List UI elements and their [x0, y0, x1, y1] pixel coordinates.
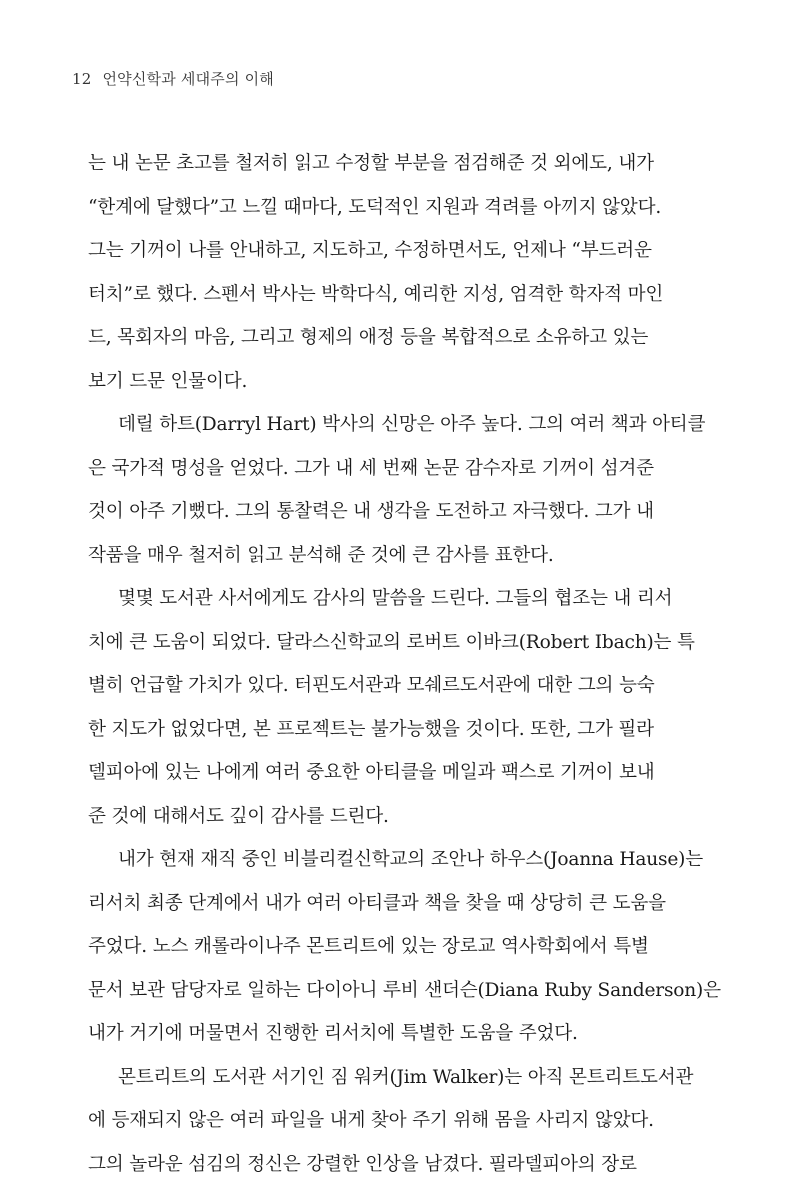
text-line: 준 것에 대해서도 깊이 감사를 드린다.: [88, 795, 728, 839]
text-line: 내가 거기에 머물면서 진행한 리서치에 특별한 도움을 주었다.: [88, 1012, 728, 1056]
text-line: 드, 목회자의 마음, 그리고 형제의 애정 등을 복합적으로 소유하고 있는: [88, 316, 728, 360]
text-line: 주었다. 노스 캐롤라이나주 몬트리트에 있는 장로교 역사학회에서 특별: [88, 925, 728, 969]
text-line: 그의 놀라운 섬김의 정신은 강렬한 인상을 남겼다. 필라델피아의 장로: [88, 1143, 728, 1186]
text-line: 문서 보관 담당자로 일하는 다이아니 루비 샌더슨(Diana Ruby Sanderson)은: [88, 969, 728, 1013]
text-line: 은 국가적 명성을 얻었다. 그가 내 세 번째 논문 감수자로 기꺼이 섬겨준: [88, 447, 728, 491]
body-text: [88, 142, 728, 1186]
text-line: 데릴 하트(Darryl Hart) 박사의 신망은 아주 높다. 그의 여러 책과 아티클: [88, 403, 728, 447]
text-line: 작품을 매우 철저히 읽고 분석해 준 것에 큰 감사를 표한다.: [88, 534, 728, 578]
text-line: 한 지도가 없었다면, 본 프로젝트는 불가능했을 것이다. 또한, 그가 필라: [88, 708, 728, 752]
text-line: 별히 언급할 가치가 있다. 터핀도서관과 모쉐르도서관에 대한 그의 능숙: [88, 664, 728, 708]
text-line: 터치”로 했다. 스펜서 박사는 박학다식, 예리한 지성, 엄격한 학자적 마인: [88, 273, 728, 317]
text-line: 에 등재되지 않은 여러 파일을 내게 찾아 주기 위해 몸을 사리지 않았다.: [88, 1099, 728, 1143]
text-line: 내가 현재 재직 중인 비블리컬신학교의 조안나 하우스(Joanna Hause)는: [88, 838, 728, 882]
text-line: 몇몇 도서관 사서에게도 감사의 말씀을 드린다. 그들의 협조는 내 리서: [88, 577, 728, 621]
text-line: 치에 큰 도움이 되었다. 달라스신학교의 로버트 이바크(Robert Ibach)는 특: [88, 621, 728, 665]
text-line: “한계에 달했다”고 느낄 때마다, 도덕적인 지원과 격려를 아끼지 않았다.: [88, 186, 728, 230]
text-line: 그는 기꺼이 나를 안내하고, 지도하고, 수정하면서도, 언제나 “부드러운: [88, 229, 728, 273]
text-line: 델피아에 있는 나에게 여러 중요한 아티클을 메일과 팩스로 기꺼이 보내: [88, 751, 728, 795]
text-line: 보기 드문 인물이다.: [88, 360, 728, 404]
text-line: 리서치 최종 단계에서 내가 여러 아티클과 책을 찾을 때 상당히 큰 도움을: [88, 882, 728, 926]
book-title: 언약신학과 세대주의 이해: [102, 70, 274, 88]
page-number: 12: [72, 70, 92, 88]
text-line: 몬트리트의 도서관 서기인 짐 워커(Jim Walker)는 아직 몬트리트도서관: [88, 1056, 728, 1100]
text-line: 것이 아주 기뻤다. 그의 통찰력은 내 생각을 도전하고 자극했다. 그가 내: [88, 490, 728, 534]
running-head: [72, 68, 274, 89]
text-line: 는 내 논문 초고를 철저히 읽고 수정할 부분을 점검해준 것 외에도, 내가: [88, 142, 728, 186]
